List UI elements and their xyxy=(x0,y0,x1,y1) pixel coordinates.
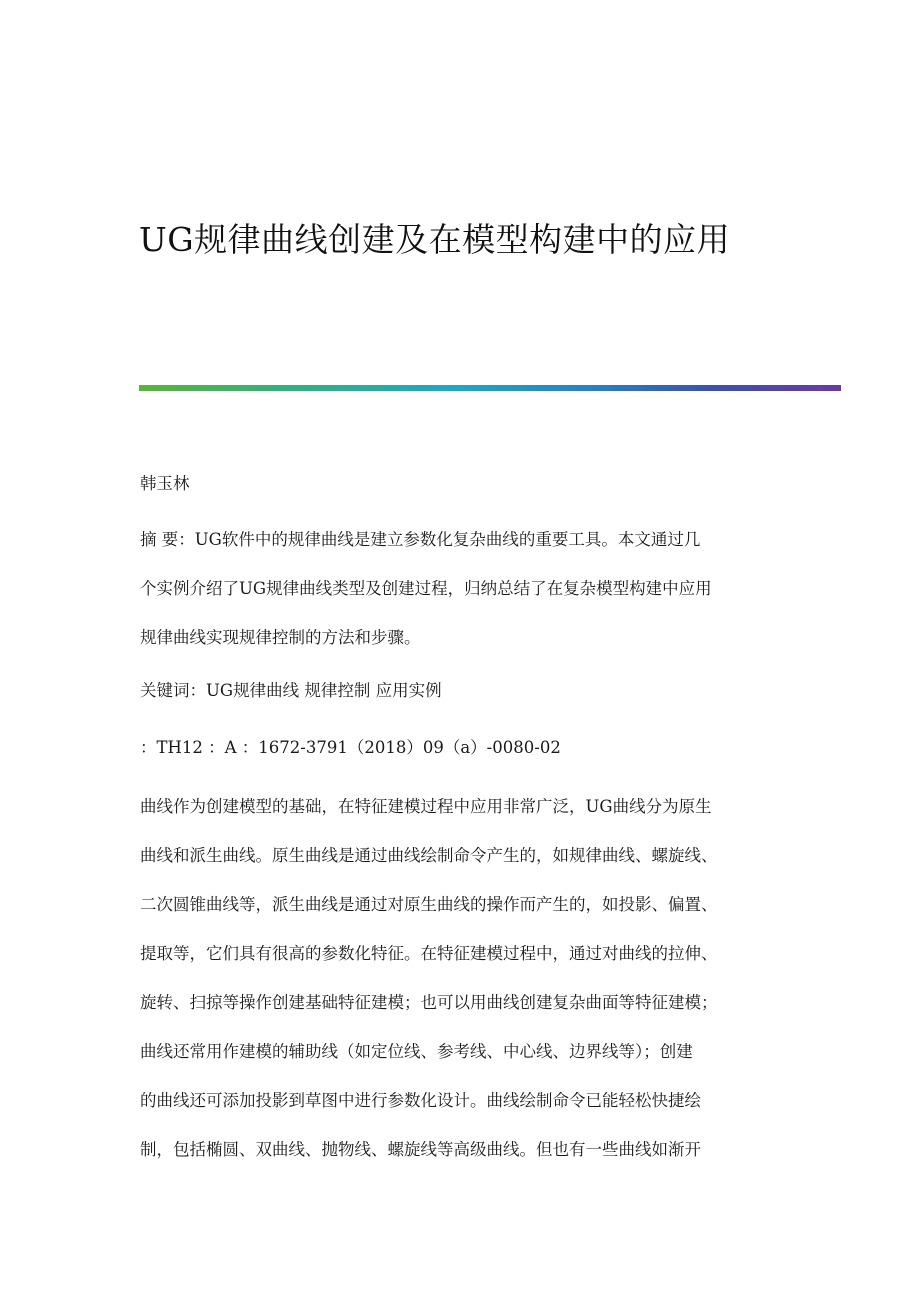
body-line: 的曲线还可添加投影到草图中进行参数化设计。曲线绘制命令已能轻松快捷绘 xyxy=(140,1091,701,1110)
title-divider xyxy=(139,385,841,391)
body-line: 制，包括椭圆、双曲线、抛物线、螺旋线等高级曲线。但也有一些曲线如渐开 xyxy=(140,1140,701,1159)
body-line: 曲线作为创建模型的基础，在特征建模过程中应用非常广泛，UG曲线分为原生 xyxy=(140,797,712,816)
body-line: 二次圆锥曲线等，派生曲线是通过对原生曲线的操作而产生的，如投影、偏置、 xyxy=(140,895,718,914)
abstract-line: 摘 要：UG软件中的规律曲线是建立参数化复杂曲线的重要工具。本文通过几 xyxy=(140,530,701,549)
classification-codes: ：TH12 ：A ：1672-3791（2018）09（a）-0080-02 xyxy=(140,738,561,757)
author-name: 韩玉林 xyxy=(140,474,190,493)
body-line: 曲线还常用作建模的辅助线（如定位线、参考线、中心线、边界线等）；创建 xyxy=(140,1042,693,1061)
abstract-line: 个实例介绍了UG规律曲线类型及创建过程，归纳总结了在复杂模型构建中应用 xyxy=(140,579,712,598)
body-paragraph xyxy=(140,792,718,1164)
body-line: 旋转、扫掠等操作创建基础特征建模；也可以用曲线创建复杂曲面等特征建模； xyxy=(140,993,718,1012)
body-line: 提取等，它们具有很高的参数化特征。在特征建模过程中，通过对曲线的拉伸、 xyxy=(140,944,718,963)
body-line: 曲线和派生曲线。原生曲线是通过曲线绘制命令产生的，如规律曲线、螺旋线、 xyxy=(140,846,718,865)
abstract xyxy=(140,525,712,652)
document-title: UG规律曲线创建及在模型构建中的应用 xyxy=(139,220,731,259)
keywords: 关键词：UG规律曲线 规律控制 应用实例 xyxy=(140,681,442,700)
abstract-line: 规律曲线实现规律控制的方法和步骤。 xyxy=(140,628,421,647)
